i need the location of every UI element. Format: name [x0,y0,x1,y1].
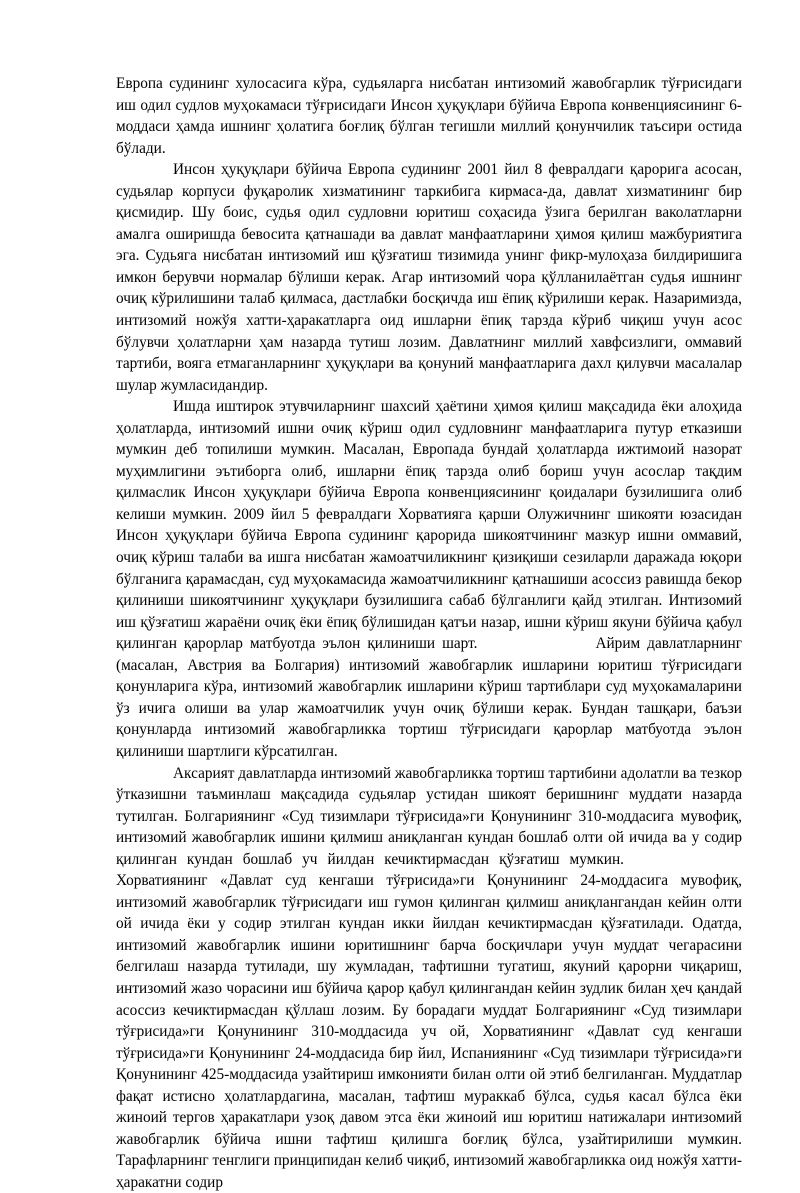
paragraph-3 [116,396,742,762]
paragraph-text-part-b: Хорватиянинг «Давлат суд кенгаши тўғрисида»ги Қонунининг 24-моддасига мувофиқ, интизомий жавобгарлик тўғрисидаги иш гумон қилинган қилмиш аниқлангандан кейин олти ой ичида ёки у содир этилган кундан икки йилдан кечиктирмасдан қўзғатилади. Одатда, интизомий жавобгарлик ишини юритишнинг барча босқичлари учун муддат чегарасини белгилаш назарда тутилади, шу жумладан, тафтишни тугатиш, якуний қарорни чиқариш, интизомий жазо чорасини иш бўйича қарор қабул қилингандан кейин зудлик билан ҳеч қандай асоссиз кечиктирмасдан қўллаш лозим. Бу борадаги муддат Болгариянинг «Суд тизимлари тўғрисида»ги Қонунининг 310-моддасида уч ой, Хорватиянинг «Давлат суд кенгаши тўғрисида»ги Қонунининг 24-моддасида бир йил, Испаниянинг «Суд тизимлари тўғрисида»ги Қонунининг 425-моддасида узайтириш имконияти билан олти ой этиб белгиланган. Муддатлар фақат истисно ҳолатлардагина, масалан, тафтиш мураккаб бўлса, судья касал бўлса ёки жиноий тергов ҳаракатлари узоқ давом этса ёки жиноий иш юритиш натижалари интизомий жавобгарлик бўйича ишни тафтиш қилишга боғлиқ бўлса, узайтирилиши мумкин. Тарафларнинг тенглиги принципидан келиб чиқиб, интизомий жавобгарликка оид ножўя хатти-ҳаракатни содир [116,872,742,1191]
paragraph-text-part-a: Аксарият давлатларда интизомий жавобгарликка тортиш тартибини адолатли ва тезкор ўтказишни таъминлаш мақсадида судьялар устидан шикоят беришнинг муддати назарда тутилган. Болгариянинг «Суд тизимлари тўғрисида»ги Қонунининг 310-моддасига мувофиқ, интизомий жавобгарлик ишини қилмиш аниқланган кундан бошлаб олти ой ичида ва у содир қилинган кундан бошлаб уч йилдан кечиктирмасдан қўзғатиш мумкин. [116,765,742,868]
document-page [116,73,742,1193]
paragraph-text-part-b: Айрим давлатларнинг (масалан, Австрия ва Болгария) интизомий жавобгарлик ишларини юритиш тўғрисидаги қонунларига кўра, интизомий жавобгарлик ишларини кўриш тартиблари суд муҳокамаларини ўз ичига олиши ва улар жамоатчилик учун очиқ бўлиши керак. Бундан ташқари, баъзи қонунларда интизомий жавобгарликка тортиш тўғрисидаги қарорлар матбуотда эълон қилиниши шартлиги кўрсатилган. [116,635,742,760]
paragraph-text: Европа судининг хулосасига кўра, судьяларга нисбатан интизомий жавобгарлик тўғрисидаги иш одил судлов муҳокамаси тўғрисидаги Инсон ҳуқуқлари бўйича Европа конвенциясининг 6-моддаси ҳамда ишнинг ҳолатига боғлиқ бўлган тегишли миллий қонунчилик таъсири остида бўлади. [116,75,742,157]
paragraph-text: Инсон ҳуқуқлари бўйича Европа судининг 2001 йил 8 февралдаги қарорига асосан, судьялар корпуси фуқаролик хизматининг таркибига кирмаса-да, давлат хизматининг бир қисмидир. Шу боис, судья одил судловни юритиш соҳасида ўзига берилган ваколатларни амалга оширишда бевосита қатнашади ва давлат манфаатларини ҳимоя қилиш мажбуриятига эга. Судьяга нисбатан интизомий иш қўзғатиш тизимида унинг фикр-мулоҳаза билдиришига имкон берувчи нормалар бўлиши керак. Агар интизомий чора қўлланилаётган судья ишнинг очиқ кўрилишини талаб қилмаса, дастлабки босқичда иш ёпиқ кўрилиши керак. Назаримизда, интизомий ножўя хатти-ҳаракатларга оид ишларни ёпиқ тарзда кўриб чиқиш учун асос бўлувчи ҳолатларни ҳам назарда тутиш лозим. Давлатнинг миллий хавфсизлиги, оммавий тартиби, вояга етмаганларнинг ҳуқуқлари ва қонуний манфаатларига дахл қилувчи масалалар шулар жумласидандир. [116,161,742,393]
paragraph-4 [116,763,742,1193]
paragraph-1 [116,73,742,159]
paragraph-text-part-a: Ишда иштирок этувчиларнинг шахсий ҳаётини ҳимоя қилиш мақсадида ёки алоҳида ҳолатларда, интизомий ишни очиқ кўриш одил судловнинг манфаатларига путур етказиши мумкин деб топилиши мумкин. Масалан, Европада бундай ҳолатларда ижтимоий назорат муҳимлигини эътиборга олиб, ишларни ёпиқ тарзда олиб бориш учун асослар тақдим қилмаслик Инсон ҳуқуқлари бўйича Европа конвенциясининг қоидалари бузилишига олиб келиши мумкин. 2009 йил 5 февралдаги Хорватияга қарши Олужичнинг шикояти юзасидан Инсон ҳуқуқлари бўйича Европа судининг қарорида шикоятчининг мазкур ишни оммавий, очиқ кўриш талаби ва ишга нисбатан жамоатчиликнинг қизиқиши сезиларли даражада юқори бўлганига қарамасдан, суд муҳокамасида жамоатчиликнинг қатнашиши асоссиз равишда бекор қилиниши шикоятчининг ҳуқуқлари бузилишига сабаб бўлганлиги қайд этилган. Интизомий иш қўзғатиш жараёни очиқ ёки ёпиқ бўлишидан қатъи назар, ишни кўриш якуни бўйича қабул қилинган қарорлар матбуотда эълон қилиниши шарт. [116,398,742,652]
paragraph-2 [116,159,742,396]
